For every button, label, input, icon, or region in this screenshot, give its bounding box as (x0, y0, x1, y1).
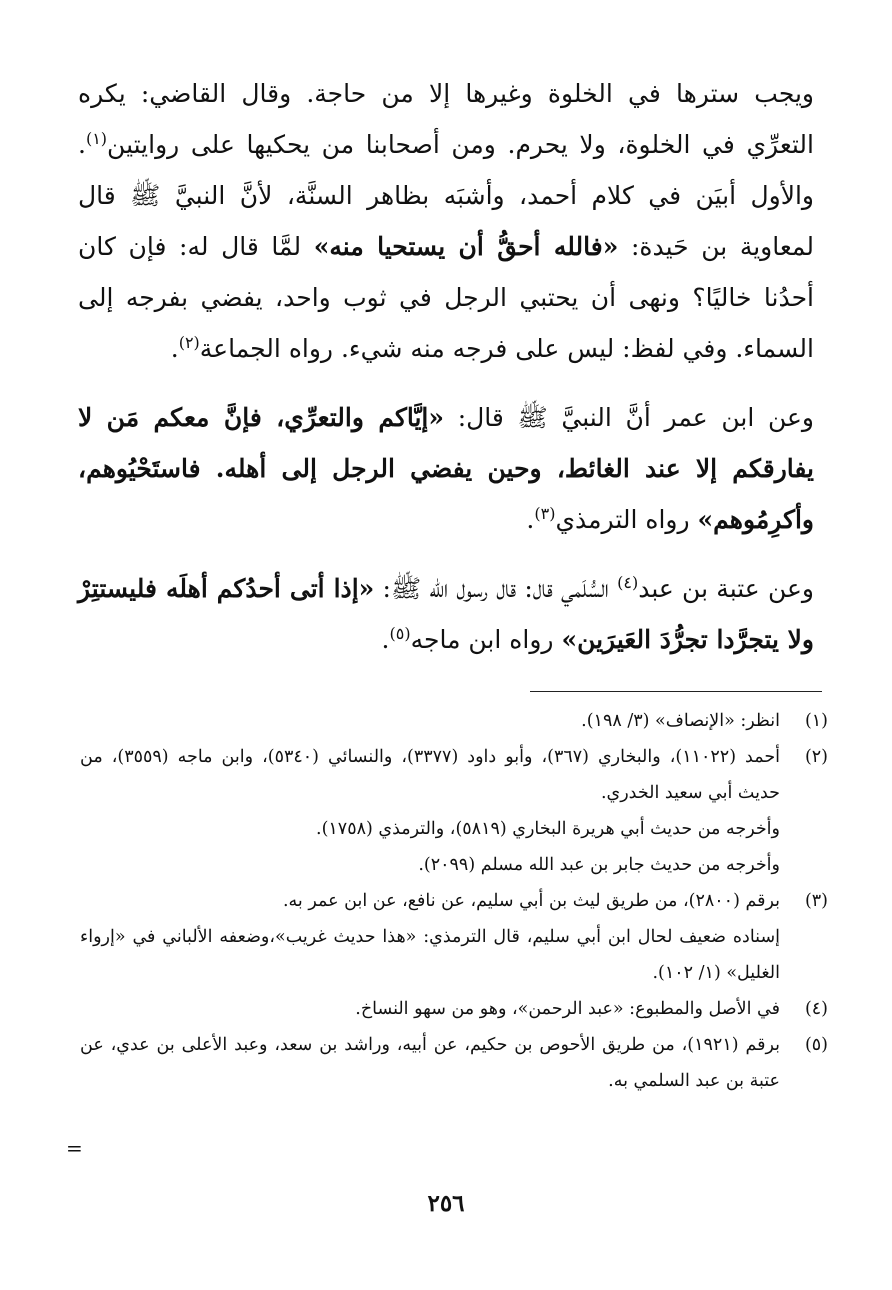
footnote-body (80, 739, 780, 883)
paragraph-1-text-b: . والأول أبيَن في كلام أحمد، وأشبَه بظاهر السنَّة، لأنَّ النبيَّ ﷺ قال لمعاوية بن حَيدة: (78, 130, 814, 261)
footnote-2 (80, 739, 828, 883)
hadith-quote-2: «إيَّاكم والتعرِّي، فإنَّ معكم مَن لا يفارقكم إلا عند الغائط، وحين يفضي الرجل إلى أهله. فاستَحْيُوهم، وأكرِمُوهم» (78, 403, 814, 534)
paragraph-1-text-a: ويجب سترها في الخلوة وغيرها إلا من حاجة. وقال القاضي: يكره التعرِّي في الخلوة، ولا يحرم. ومن أصحابنا من يحكيها على روايتين (78, 79, 814, 159)
paragraph-2-text-c: . (526, 505, 535, 534)
hadith-quote-1: «فالله أحقُّ أن يستحيا منه» (313, 232, 619, 261)
footnote-1 (80, 703, 828, 739)
footnote-ref-3[interactable]: (٣) (534, 504, 556, 523)
footnote-body (80, 991, 780, 1027)
paragraph-2-text-a: وعن ابن عمر أنَّ النبيَّ ﷺ قال: (444, 403, 814, 432)
paragraph-3-text-a: وعن عتبة بن عبد (638, 574, 814, 603)
footnote-line: برقم (١٩٢١)، من طريق الأحوص بن حكيم، عن أبيه، وراشد بن سعد، وعبد الأعلى بن عدي، عن عتبة بن عبد السلمي به. (80, 1035, 780, 1091)
footnote-line: انظر: «الإنصاف» (٣/ ١٩٨). (581, 711, 780, 731)
footnote-5 (80, 1027, 828, 1099)
paragraph-3-text-b: السُّلَمي قال: قال رسول الله ﷺ: (374, 574, 618, 603)
footnote-number: (١) (804, 711, 828, 731)
footnote-number: (٤) (804, 999, 828, 1019)
continuation-mark: = (66, 1136, 83, 1160)
paragraph-1 (78, 68, 814, 374)
hadith-quote-3: «إذا أتى أحدُكم أهلَه فليستتِرْ ولا يتجرَّدا تجرُّدَ العَيرَين» (78, 574, 814, 654)
footnote-number: (٣) (804, 891, 828, 911)
page-number: ٢٥٦ (427, 1190, 465, 1217)
paragraph-1-text-d: . (170, 334, 179, 363)
paragraph-3 (78, 563, 814, 665)
footnote-ref-2[interactable]: (٢) (178, 333, 200, 352)
footnote-number: (٥) (804, 1035, 828, 1055)
footnote-3 (80, 883, 828, 991)
footnote-line: أحمد (١١٠٢٢)، والبخاري (٣٦٧)، وأبو داود (٣٣٧٧)، والنسائي (٥٣٤٠)، وابن ماجه (٣٥٥٩)، من حديث أبي سعيد الخدري. (80, 747, 781, 803)
footnotes (80, 703, 828, 1099)
paragraph-3-text-c: رواه ابن ماجه (410, 625, 562, 654)
footnote-line: برقم (٢٨٠٠)، من طريق ليث بن أبي سليم، عن نافع، عن ابن عمر به. (282, 891, 780, 911)
footnote-separator (530, 691, 822, 692)
footnote-line: وأخرجه من حديث أبي هريرة البخاري (٥٨١٩)، والترمذي (١٧٥٨). (316, 819, 780, 839)
footnote-ref-5[interactable]: (٥) (389, 624, 411, 643)
footnote-number: (٢) (804, 747, 828, 767)
footnote-line: إسناده ضعيف لحال ابن أبي سليم، قال الترمذي: «هذا حديث غريب»،وضعفه الألباني في «إرواء الغليل» (١/ ١٠٢). (80, 927, 780, 983)
main-text (78, 68, 814, 665)
footnote-body (80, 703, 780, 739)
footnote-4 (80, 991, 828, 1027)
paragraph-2-text-b: رواه الترمذي (555, 505, 698, 534)
footnote-ref-1[interactable]: (١) (85, 129, 108, 148)
paragraph-1-text-c: لمَّا قال له: فإن كان أحدُنا خاليًا؟ ونهى أن يحتبي الرجل في ثوب واحد، يفضي بفرجه إلى السماء. وفي لفظ: ليس على فرجه منه شيء. رواه الجماعة (78, 232, 814, 363)
footnote-line: وأخرجه من حديث جابر بن عبد الله مسلم (٢٠٩٩). (418, 855, 780, 875)
paragraph-3-text-d: . (381, 625, 390, 654)
footnote-ref-4[interactable]: (٤) (617, 573, 639, 592)
footnote-body (80, 883, 780, 991)
footnote-body (80, 1027, 780, 1099)
paragraph-2 (78, 392, 814, 545)
footnote-line: في الأصل والمطبوع: «عبد الرحمن»، وهو من سهو النساخ. (355, 999, 780, 1019)
